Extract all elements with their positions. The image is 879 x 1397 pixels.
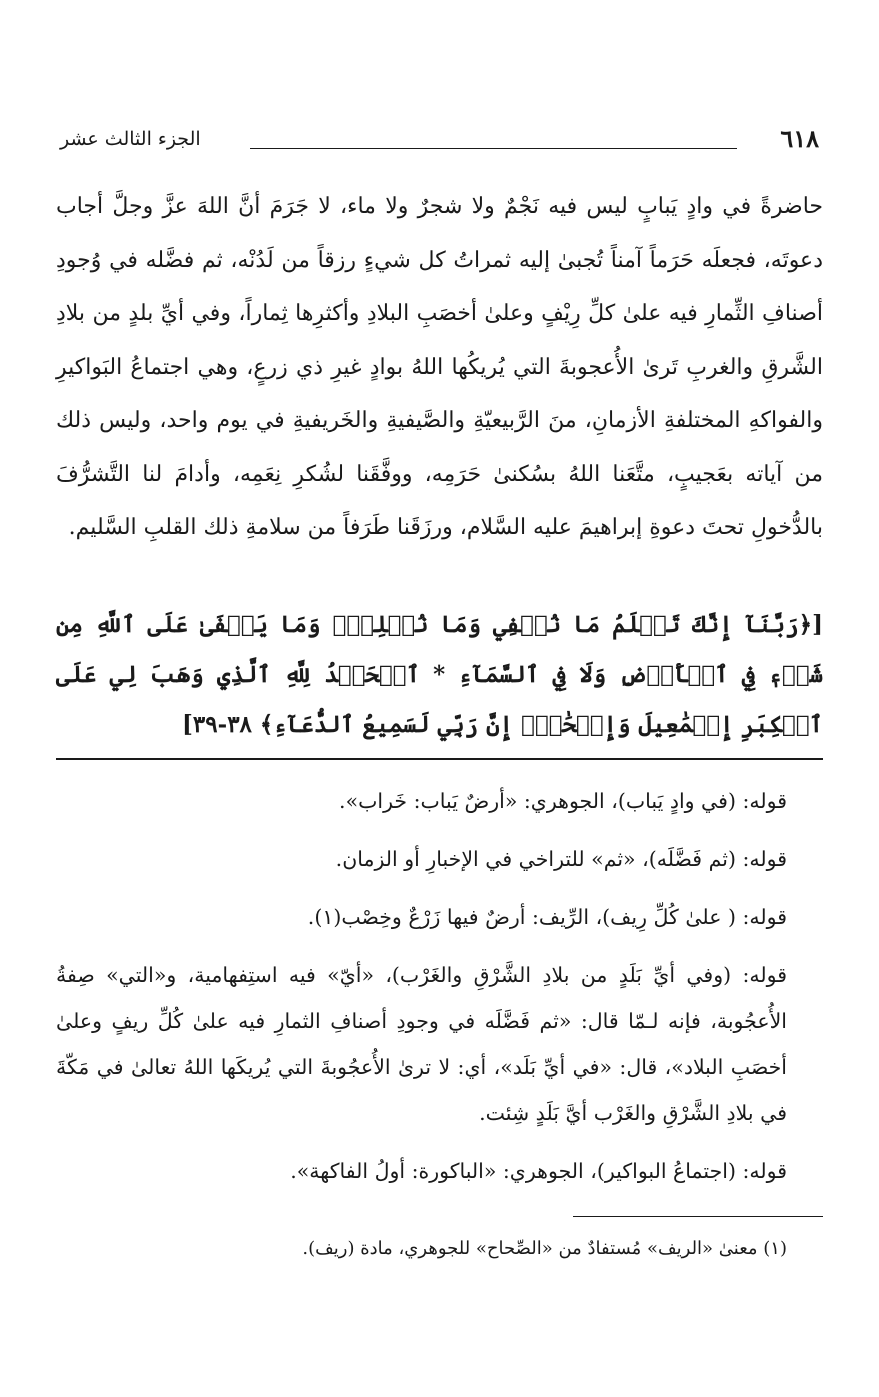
commentary-note: قوله: ( علىٰ كُلِّ رِيف)، الرِّيف: أرضٌ فيها زَرْعٌ وخِصْب(١). (307, 905, 787, 929)
commentary-note: قوله: (وفي أيِّ بَلَدٍ من بلادِ الشَّرْقِ والغَرْب)، «أيّ» فيه استِفهامية، و«التي» صِفةُ الأُعجُوبة، فإنه لـمّا قال: «ثم فَضَّلَه في وجودِ أصنافِ الثمارِ فيه علىٰ كُلِّ ريفٍ وعلىٰ أخصَبِ البلاد»، قال: «في أيِّ بَلَد»، أي: لا ترىٰ الأُعجُوبةَ التي يُريكَها اللهُ تعالىٰ في مَكّةَ في بلادِ الشَّرْقِ والغَرْب أيَّ بَلَدٍ شِئت. (56, 963, 787, 1125)
page-header (60, 118, 819, 158)
section-divider (56, 758, 823, 760)
commentary-note: قوله: (في وادٍ يَباب)، الجوهري: «أرضٌ يَباب: خَراب». (339, 789, 787, 813)
commentary-section (56, 778, 823, 1206)
header-rule (250, 148, 737, 149)
commentary-note: قوله: (ثم فَضَّلَه)، «ثم» للتراخي في الإخبارِ أو الزمان. (335, 847, 787, 871)
main-paragraph: حاضرةً في وادٍ يَبابٍ ليس فيه نَجْمٌ ولا شجرٌ ولا ماء، لا جَرَمَ أنَّ اللهَ عزَّ وجلَّ أجاب دعوتَه، فجعلَه حَرَماً آمناً تُجبىٰ إليه ثمراتُ كل شيءٍ رزقاً من لَدُنْه، ثم فضَّله في وُجودِ أصنافِ الثِّمارِ فيه علىٰ كلِّ رِيْفٍ وعلىٰ أخصَبِ البلادِ وأكثرِها ثِماراً، وفي أيِّ بلدٍ من بلادِ الشَّرقِ والغربِ تَرىٰ الأُعجوبةَ التي يُريكُها اللهُ بوادٍ غيرِ ذي زرعٍ، وهي اجتماعُ البَواكيرِ والفواكهِ المختلفةِ الأزمانِ، منَ الرَّبيعيّةِ والصَّيفيةِ والخَريفيةِ في يوم واحد، وليس ذلك من آياته بعَجيبٍ، متَّعَنا اللهُ بسُكنىٰ حَرَمِه، ووفَّقَنا لشُكرِ نِعَمِه، وأدامَ لنا التَّشرُّفَ بالدُّخولِ تحتَ دعوةِ إبراهيمَ عليه السَّلام، ورزَقَنا طَرَفاً من سلامةِ ذلك القلبِ السَّليم. (56, 194, 824, 540)
footnote: (١) معنىٰ «الريف» مُستفادٌ من «الصِّحاح» للجوهري، مادة (ريف). (302, 1238, 787, 1259)
running-title: الجزء الثالث عشر (60, 128, 201, 150)
footnote-rule (573, 1216, 823, 1217)
commentary-note: قوله: (اجتماعُ البواكير)، الجوهري: «الباكورة: أولُ الفاكهة». (290, 1159, 787, 1183)
quran-verse: [﴿رَبَّنَآ إِنَّكَ تَعۡلَمُ مَا نُخۡفِي وَمَا نُعۡلِنُۗ وَمَا يَخۡفَىٰ عَلَى ٱللَّهِ مِن شَيۡءٖ فِي ٱلۡأَرۡضِ وَلَا فِي ٱلسَّمَآءِ * ٱلۡحَمۡدُ لِلَّهِ ٱلَّذِي وَهَبَ لِي عَلَى ٱلۡكِبَرِ إِسۡمَٰعِيلَ وَإِسۡحَٰقَۚ إِنَّ رَبِّي لَسَمِيعُ ٱلدُّعَآءِ﴾ ٣٨-٣٩] (56, 611, 823, 738)
page-number: ٦١٨ (780, 124, 819, 153)
